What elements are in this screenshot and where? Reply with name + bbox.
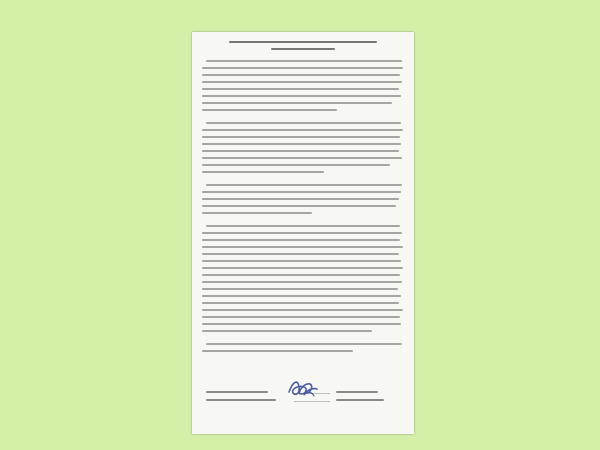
paragraph-1-line-2: [202, 67, 403, 69]
signature-rule-bottom: [294, 401, 330, 402]
paragraph-2-line-4: [202, 143, 401, 145]
paragraph-2-line-3: [202, 136, 400, 138]
paragraph-3-line-1: [206, 184, 402, 186]
paragraph-4-line-7: [202, 267, 403, 269]
document-title: [192, 32, 193, 33]
paragraph-2-line-2: [202, 129, 403, 131]
paragraph-3-line-2: [202, 191, 401, 193]
paragraph-1-line-1: [206, 60, 402, 62]
paragraph-4-line-5: [202, 253, 399, 255]
paragraph-5-line-1: [206, 343, 402, 345]
scanned-document-page: [192, 32, 414, 434]
paragraph-4-line-2: [202, 232, 402, 234]
paragraph-4-line-16: [202, 330, 372, 332]
signature-left-bottom-text: [206, 399, 276, 401]
signature-left-top-text: [206, 391, 268, 393]
paragraph-4-line-4: [202, 246, 403, 248]
title-line-2: [271, 48, 335, 50]
document-subtitle: [192, 32, 193, 33]
paragraph-4-line-6: [202, 260, 401, 262]
title-line-1: [229, 41, 377, 43]
paragraph-4-line-14: [202, 316, 400, 318]
signature-right-top: [192, 32, 193, 33]
signature-left-top: [192, 32, 193, 33]
paragraph-4-line-3: [202, 239, 400, 241]
paragraph-3-line-5: [202, 212, 312, 214]
paragraph-4-line-11: [202, 295, 401, 297]
paragraph-5-line-2: [202, 350, 353, 352]
paragraph-3-line-3: [202, 198, 399, 200]
paragraph-1-line-8: [202, 109, 337, 111]
paragraph-1-line-6: [202, 95, 401, 97]
signature-left-bottom: [192, 32, 193, 33]
paragraph-2-line-8: [202, 171, 324, 173]
paragraph-3-line-4: [202, 205, 396, 207]
paragraph-4-line-12: [202, 302, 399, 304]
paragraph-4-line-1: [206, 225, 400, 227]
signature-scribble-icon: [286, 376, 324, 400]
signature-right-top-text: [336, 391, 378, 393]
paragraph-4-line-15: [202, 323, 401, 325]
paragraph-2-line-6: [202, 157, 402, 159]
paragraph-1-line-3: [202, 74, 400, 76]
paragraph-2-line-5: [202, 150, 399, 152]
signature-right-bottom-text: [336, 399, 384, 401]
paragraph-4-line-13: [202, 309, 403, 311]
signature-right-bottom: [192, 32, 193, 33]
paragraph-2-line-7: [202, 164, 390, 166]
paragraph-4-line-10: [202, 288, 398, 290]
paragraph-2-line-1: [206, 122, 401, 124]
paragraph-1-line-5: [202, 88, 399, 90]
paragraph-1-line-4: [202, 81, 402, 83]
paragraph-4-line-9: [202, 281, 402, 283]
paragraph-1-line-7: [202, 102, 392, 104]
paragraph-4-line-8: [202, 274, 400, 276]
